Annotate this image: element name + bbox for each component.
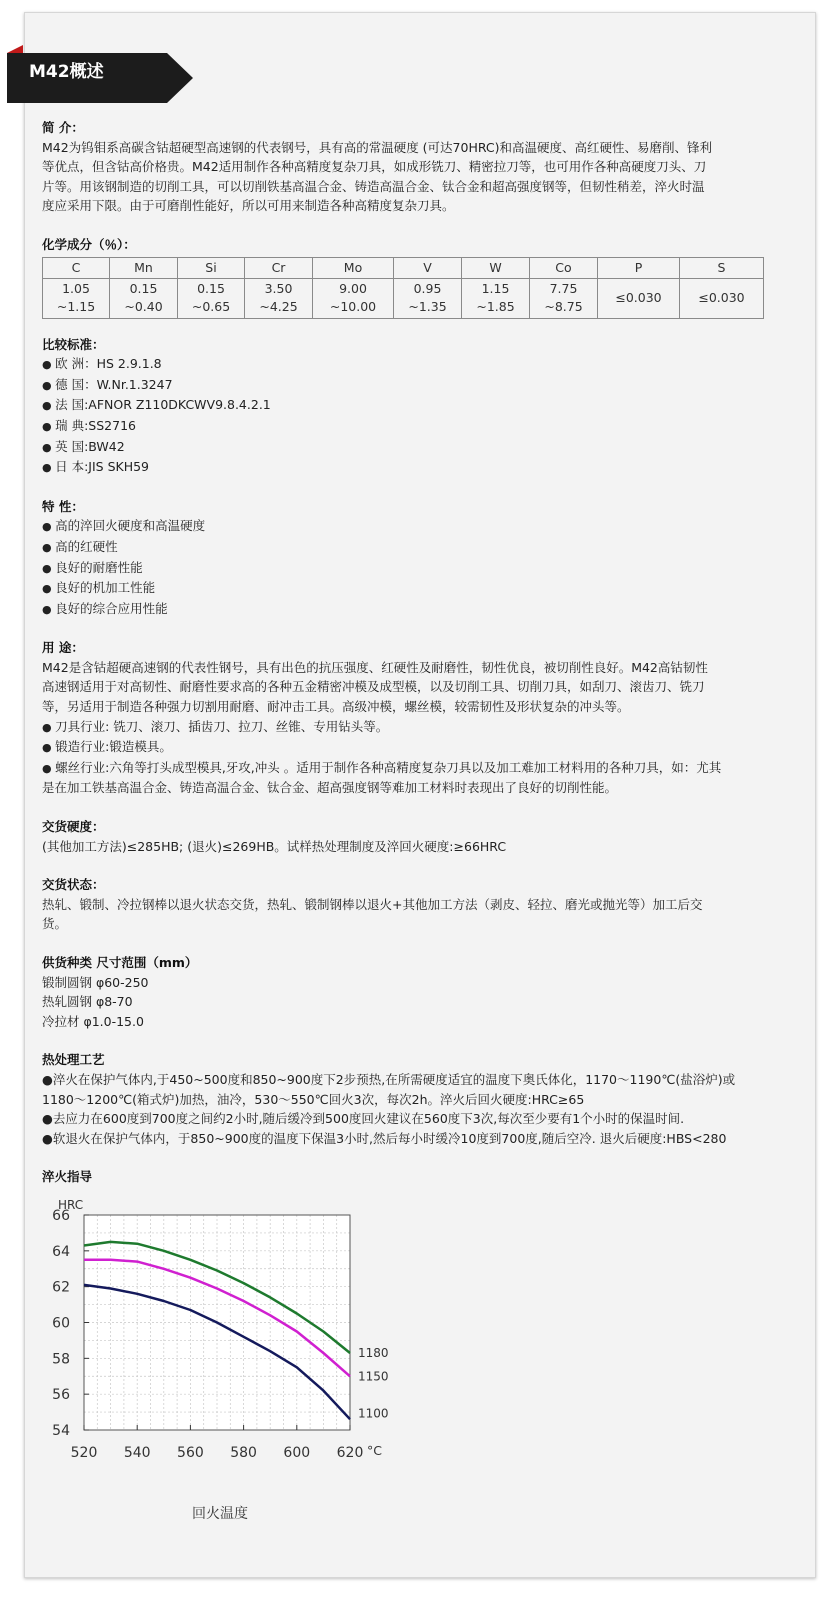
section-banner	[7, 45, 193, 103]
main-content	[42, 118, 802, 1567]
feature-item: ● 高的红硬性	[42, 537, 802, 558]
y-tick-label: 56	[52, 1387, 70, 1404]
header-cell-w: W	[462, 257, 530, 278]
header-cell-mn: Mn	[110, 257, 178, 278]
header-cell-mo: Mo	[313, 257, 394, 278]
y-tick-label: 64	[52, 1243, 70, 1260]
usage-line: 等，另适用于制造各种强力切割用耐磨、耐冲击工具。高级冲模，螺丝模，较需韧性及形状复杂的冲头等。	[42, 699, 630, 715]
value-cell-w: 1.15 ~1.85	[462, 278, 530, 318]
standards-title: 比较标准：	[42, 336, 105, 352]
header-cell-co: Co	[530, 257, 598, 278]
intro-line: 片等。用该钢制造的切削工具，可以切削铁基高温合金、铸造高温合金、钛合金和超高强度钢等，但韧性稍差，淬火时温	[42, 178, 705, 194]
intro-line: 度应采用下限。由于可磨削性能好，所以可用来制造各种高精度复杂刀具。	[42, 198, 455, 214]
standard-item: ● 德 国：W.Nr.1.3247	[42, 375, 802, 396]
standard-item: ● 法 国:AFNOR Z110DKCWV9.8.4.2.1	[42, 395, 802, 416]
header-cell-v: V	[394, 257, 462, 278]
value-cell-c: 1.05 ~1.15	[43, 278, 110, 318]
heat-line: 1180～1200℃(箱式炉)加热，油冷，530～550℃回火3次，每次2h。淬火后回火硬度:HRC≥65	[42, 1091, 585, 1107]
usage-title: 用 途：	[42, 640, 84, 656]
header-cell-s: S	[680, 257, 764, 278]
x-unit-label: °C	[367, 1442, 382, 1458]
header-cell-cr: Cr	[245, 257, 313, 278]
intro-line: 等优点，但含钴高价格贵。M42适用制作各种高精度复杂刀具，如成形铣刀、精密拉刀等，也可用作各种高硬度刀头、刀	[42, 159, 707, 175]
delivery-line: 货。	[42, 916, 68, 932]
feature-item: ● 良好的综合应用性能	[42, 599, 802, 620]
usage-bullet: ● 螺丝行业:六角等打头成型模具,牙攻,冲头 。适用于制作各种高精度复杂刀具以及加工难加工材料用的各种刀具，如：尤其	[42, 758, 802, 779]
usage-line: M42是含钴超硬高速钢的代表性钢号，具有出色的抗压强度、红硬性及耐磨性，韧性优良，被切削性良好。M42高钴韧性	[42, 659, 708, 675]
supply-item: 冷拉材 φ1.0-15.0	[42, 1013, 144, 1029]
series-label-1100: 1100	[358, 1406, 389, 1421]
chemistry-title: 化学成分（％）：	[42, 236, 136, 252]
x-tick-label: 560	[177, 1444, 204, 1461]
x-axis-label: 回火温度	[192, 1505, 248, 1522]
heat-line: ●去应力在600度到700度之间约2小时,随后缓冷到500度回火建议在560度下3次,每次至少要有1个小时的保温时间.	[42, 1111, 685, 1127]
y-tick-label: 58	[52, 1351, 70, 1368]
y-tick-label: 66	[52, 1207, 70, 1224]
value-cell-si: 0.15 ~0.65	[178, 278, 245, 318]
heat-title: 热处理工艺	[42, 1052, 105, 1068]
standard-item: ● 瑞 典:SS2716	[42, 416, 802, 437]
standard-item: ● 欧 洲：HS 2.9.1.8	[42, 354, 802, 375]
hardness-text: (其他加工方法)≤285HB; (退火)≤269HB。试样热处理制度及淬回火硬度:≥66HRC	[42, 838, 507, 854]
value-cell-cr: 3.50 ~4.25	[245, 278, 313, 318]
standard-item: ● 日 本:JIS SKH59	[42, 457, 802, 478]
supply-title: 供货种类 尺寸范围（mm）	[42, 955, 198, 970]
y-axis-label: HRC	[58, 1197, 84, 1212]
header-cell-p: P	[598, 257, 680, 278]
x-tick-label: 540	[123, 1444, 151, 1461]
heat-line: ●软退火在保护气体内，于850~900度的温度下保温3小时,然后每小时缓冷10度到700度,随后空冷. 退火后硬度:HBS<280	[42, 1130, 727, 1146]
y-tick-label: 54	[52, 1422, 70, 1439]
x-tick-label: 580	[230, 1444, 257, 1461]
feature-item: ● 高的淬回火硬度和高温硬度	[42, 516, 802, 537]
y-tick-label: 62	[52, 1279, 70, 1296]
series-label-1150: 1150	[358, 1369, 389, 1384]
series-label-1180: 1180	[358, 1345, 389, 1360]
chemistry-table	[42, 257, 764, 319]
features-title: 特 性：	[42, 498, 84, 514]
usage-line: 高速钢适用于对高韧性、耐磨性要求高的各种五金精密冲模及成型模，以及切削工具、切削刀具，如刮刀、滚齿刀、铣刀	[42, 679, 705, 695]
x-tick-label: 600	[283, 1444, 311, 1461]
header-cell-c: C	[43, 257, 110, 278]
x-tick-label: 620	[336, 1444, 364, 1461]
chemistry-value-row	[43, 278, 764, 318]
tempering-chart	[42, 1187, 442, 1567]
supply-item: 热轧圆钢 φ8-70	[42, 994, 133, 1010]
value-cell-co: 7.75 ~8.75	[530, 278, 598, 318]
value-cell-mo: 9.00 ~10.00	[313, 278, 394, 318]
standard-item: ● 英 国:BW42	[42, 437, 802, 458]
delivery-title: 交货状态：	[42, 877, 105, 893]
feature-item: ● 良好的机加工性能	[42, 578, 802, 599]
header-cell-si: Si	[178, 257, 245, 278]
banner-title: M42概述	[29, 62, 104, 82]
intro-line: M42为钨钼系高碳含钴超硬型高速钢的代表钢号，具有高的常温硬度 (可达70HRC)和高温硬度、高红硬性、易磨削、锋利	[42, 139, 713, 155]
value-cell-s: ≤0.030	[680, 278, 764, 318]
x-tick-label: 520	[70, 1444, 98, 1461]
heat-line: ●淬火在保护气体内,于450~500度和850~900度下2步预热,在所需硬度适宜的温度下奥氏体化，1170～1190℃(盐浴炉)或	[42, 1071, 736, 1087]
hardness-title: 交货硬度：	[42, 819, 105, 835]
delivery-line: 热轧、锻制、冷拉钢棒以退火状态交货，热轧、锻制钢棒以退火+其他加工方法（剥皮、轻拉、磨光或抛光等）加工后交	[42, 896, 703, 912]
intro-title: 简 介：	[42, 120, 84, 135]
usage-bullet: ● 锻造行业:锻造模具。	[42, 737, 802, 758]
value-cell-mn: 0.15 ~0.40	[110, 278, 178, 318]
value-cell-p: ≤0.030	[598, 278, 680, 318]
chart-svg	[42, 1187, 442, 1567]
feature-item: ● 良好的耐磨性能	[42, 558, 802, 579]
y-tick-label: 60	[52, 1315, 70, 1332]
chemistry-header-row	[43, 257, 764, 278]
value-cell-v: 0.95 ~1.35	[394, 278, 462, 318]
usage-tail: 是在加工铁基高温合金、铸造高温合金、钛合金、超高强度钢等难加工材料时表现出了良好的切削性能。	[42, 780, 618, 796]
usage-bullet: ● 刀具行业: 铣刀、滚刀、插齿刀、拉刀、丝锥、专用钻头等。	[42, 717, 802, 738]
chart-title: 淬火指导	[42, 1169, 93, 1185]
supply-item: 锻制圆钢 φ60-250	[42, 974, 149, 990]
